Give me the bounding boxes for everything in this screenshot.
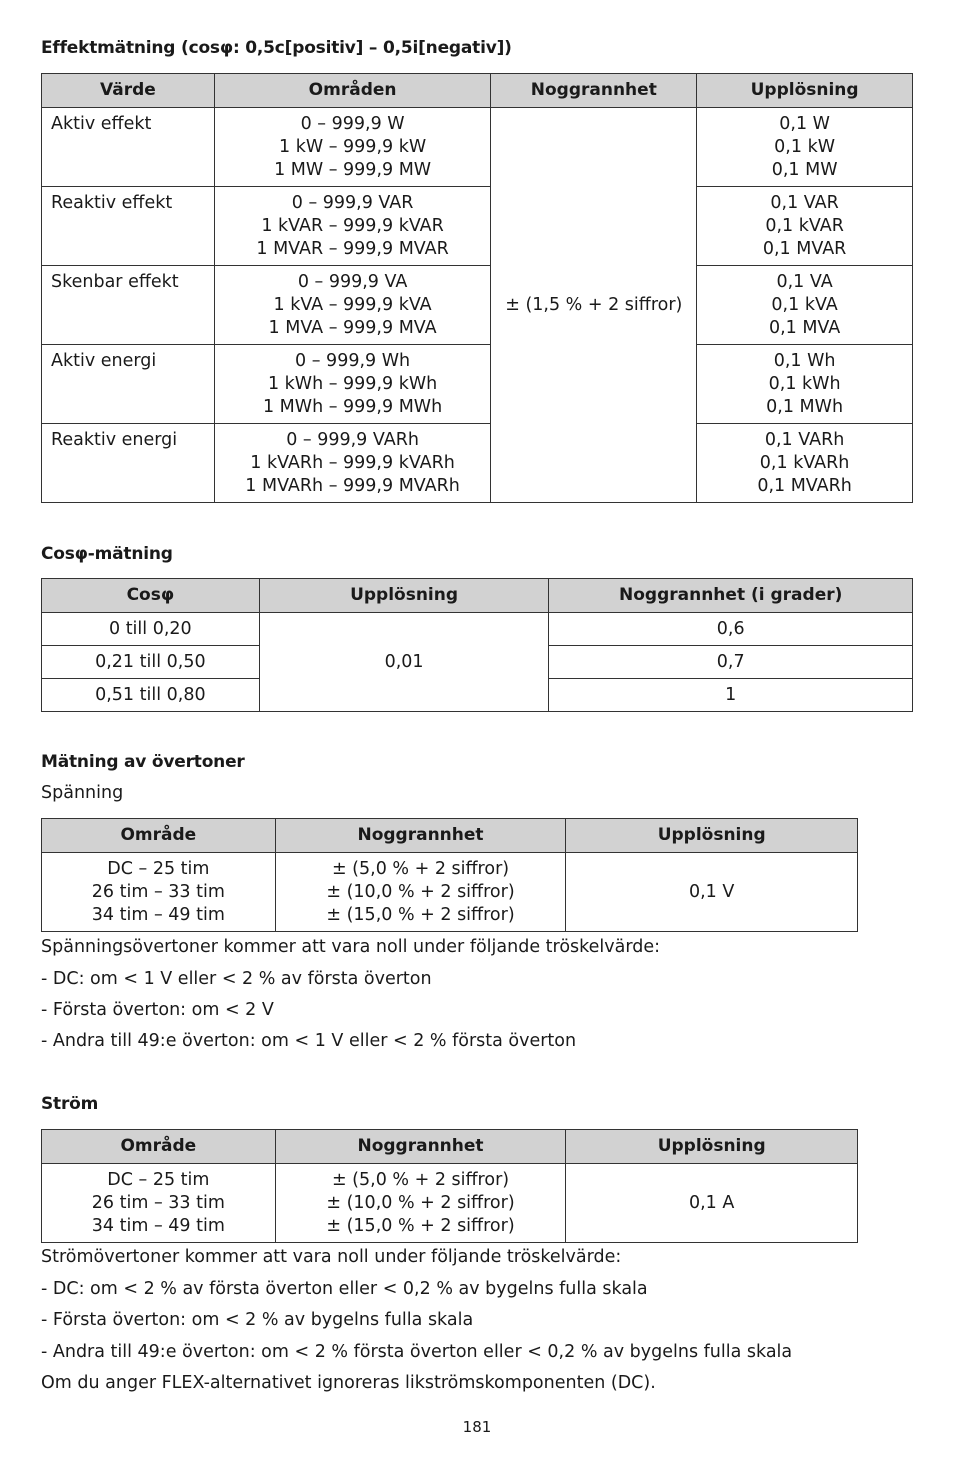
current-harmonics-table bbox=[41, 1129, 858, 1243]
cosphi-header-row bbox=[42, 579, 913, 613]
resolution-line: 0,1 kVAR bbox=[765, 216, 844, 236]
accuracy-line: ± (10,0 % + 2 siffror) bbox=[326, 1193, 515, 1213]
table-row bbox=[42, 424, 913, 503]
resolution-line: 0,1 MVA bbox=[768, 318, 841, 338]
current-note: - DC: om < 2 % av första överton eller < 0,2 % av bygelns fulla skala bbox=[41, 1279, 648, 1299]
row-label: Reaktiv energi bbox=[42, 424, 215, 503]
page-number: 181 bbox=[462, 1418, 492, 1436]
cosphi-table bbox=[41, 578, 913, 712]
resolution-line: 0,1 kVA bbox=[771, 295, 838, 315]
accuracy-line: ± (15,0 % + 2 siffror) bbox=[326, 1216, 515, 1236]
voltage-resolution: 0,1 V bbox=[566, 853, 858, 932]
row-ranges bbox=[214, 108, 491, 187]
effekt-col-upplosning: Upplösning bbox=[697, 74, 913, 108]
range-line: 0 – 999,9 VARh bbox=[286, 430, 419, 450]
row-ranges bbox=[214, 187, 491, 266]
range-line: 1 kVAR – 999,9 kVAR bbox=[261, 216, 444, 236]
resolution-line: 0,1 MWh bbox=[766, 397, 844, 417]
current-note: Om du anger FLEX-alternativet ignoreras likströmskomponenten (DC). bbox=[41, 1373, 656, 1393]
voltage-col-upplosning: Upplösning bbox=[566, 819, 858, 853]
cosphi-col-cosphi: Cosφ bbox=[42, 579, 260, 613]
cosphi-accuracy: 1 bbox=[549, 679, 913, 712]
current-header-row bbox=[42, 1130, 858, 1164]
resolution-line: 0,1 MVARh bbox=[757, 476, 852, 496]
strom-heading: Ström bbox=[41, 1094, 99, 1114]
row-resolution bbox=[697, 424, 913, 503]
resolution-line: 0,1 W bbox=[779, 114, 830, 134]
current-note: - Andra till 49:e överton: om < 2 % första överton eller < 0,2 % av bygelns fulla skala bbox=[41, 1342, 793, 1362]
row-label: Aktiv effekt bbox=[42, 108, 215, 187]
resolution-line: 0,1 Wh bbox=[773, 351, 836, 371]
voltage-col-omrade: Område bbox=[42, 819, 276, 853]
current-accuracy bbox=[275, 1164, 566, 1243]
range-line: 1 MW – 999,9 MW bbox=[274, 160, 432, 180]
cosphi-col-noggrannhet: Noggrannhet (i grader) bbox=[549, 579, 913, 613]
current-col-omrade: Område bbox=[42, 1130, 276, 1164]
voltage-note: - DC: om < 1 V eller < 2 % av första överton bbox=[41, 969, 432, 989]
voltage-accuracy bbox=[275, 853, 566, 932]
range-line: 1 kVA – 999,9 kVA bbox=[273, 295, 432, 315]
voltage-note: - Andra till 49:e överton: om < 1 V eller < 2 % första överton bbox=[41, 1031, 577, 1051]
cosphi-range: 0,21 till 0,50 bbox=[42, 646, 260, 679]
range-line: 34 tim – 49 tim bbox=[91, 905, 225, 925]
effekt-col-varde: Värde bbox=[42, 74, 215, 108]
table-row bbox=[42, 345, 913, 424]
voltage-col-noggrannhet: Noggrannhet bbox=[275, 819, 566, 853]
resolution-line: 0,1 kVARh bbox=[759, 453, 850, 473]
current-ranges bbox=[42, 1164, 276, 1243]
row-ranges bbox=[214, 345, 491, 424]
range-line: 1 MVA – 999,9 MVA bbox=[268, 318, 437, 338]
resolution-line: 0,1 MW bbox=[771, 160, 838, 180]
resolution-line: 0,1 kWh bbox=[768, 374, 841, 394]
voltage-note: - Första överton: om < 2 V bbox=[41, 1000, 274, 1020]
effekt-header-row bbox=[42, 74, 913, 108]
range-line: 0 – 999,9 Wh bbox=[295, 351, 411, 371]
current-col-upplosning: Upplösning bbox=[566, 1130, 858, 1164]
row-ranges bbox=[214, 266, 491, 345]
cosphi-resolution: 0,01 bbox=[259, 613, 549, 712]
row-ranges bbox=[214, 424, 491, 503]
range-line: 1 MVAR – 999,9 MVAR bbox=[256, 239, 449, 259]
table-row bbox=[42, 613, 913, 646]
range-line: 0 – 999,9 VAR bbox=[291, 193, 414, 213]
range-line: 0 – 999,9 VA bbox=[297, 272, 408, 292]
accuracy-line: ± (15,0 % + 2 siffror) bbox=[326, 905, 515, 925]
overtoner-heading: Mätning av övertoner bbox=[41, 752, 245, 772]
row-resolution bbox=[697, 345, 913, 424]
range-line: 1 MWh – 999,9 MWh bbox=[262, 397, 443, 417]
row-label: Skenbar effekt bbox=[42, 266, 215, 345]
current-note: Strömövertoner kommer att vara noll under följande tröskelvärde: bbox=[41, 1247, 622, 1267]
cosphi-range: 0 till 0,20 bbox=[42, 613, 260, 646]
voltage-subheading: Spänning bbox=[41, 783, 124, 803]
accuracy-line: ± (5,0 % + 2 siffror) bbox=[331, 1170, 510, 1190]
effekt-heading: Effektmätning (cosφ: 0,5c[positiv] – 0,5i[negativ]) bbox=[41, 38, 512, 58]
current-resolution: 0,1 A bbox=[566, 1164, 858, 1243]
range-line: 1 kVARh – 999,9 kVARh bbox=[250, 453, 455, 473]
resolution-line: 0,1 MVAR bbox=[762, 239, 847, 259]
row-resolution bbox=[697, 108, 913, 187]
resolution-line: 0,1 VARh bbox=[764, 430, 845, 450]
cosphi-range: 0,51 till 0,80 bbox=[42, 679, 260, 712]
row-resolution bbox=[697, 187, 913, 266]
range-line: 26 tim – 33 tim bbox=[91, 1193, 225, 1213]
cosphi-accuracy: 0,6 bbox=[549, 613, 913, 646]
range-line: 1 kW – 999,9 kW bbox=[279, 137, 427, 157]
resolution-line: 0,1 VA bbox=[776, 272, 833, 292]
effekt-col-omraden: Områden bbox=[214, 74, 491, 108]
accuracy-line: ± (5,0 % + 2 siffror) bbox=[331, 859, 510, 879]
range-line: 34 tim – 49 tim bbox=[91, 1216, 225, 1236]
row-label: Reaktiv effekt bbox=[42, 187, 215, 266]
voltage-ranges bbox=[42, 853, 276, 932]
resolution-line: 0,1 VAR bbox=[770, 193, 839, 213]
cosphi-heading: Cosφ-mätning bbox=[41, 544, 173, 564]
voltage-harmonics-table bbox=[41, 818, 858, 932]
range-line: 1 MVARh – 999,9 MVARh bbox=[245, 476, 460, 496]
row-resolution bbox=[697, 266, 913, 345]
cosphi-col-upplosning: Upplösning bbox=[259, 579, 549, 613]
table-row bbox=[42, 853, 858, 932]
current-note: - Första överton: om < 2 % av bygelns fulla skala bbox=[41, 1310, 474, 1330]
cosphi-accuracy: 0,7 bbox=[549, 646, 913, 679]
table-row bbox=[42, 187, 913, 266]
accuracy-line: ± (10,0 % + 2 siffror) bbox=[326, 882, 515, 902]
resolution-line: 0,1 kW bbox=[774, 137, 836, 157]
range-line: DC – 25 tim bbox=[107, 859, 210, 879]
table-row bbox=[42, 266, 913, 345]
effekt-accuracy: ± (1,5 % + 2 siffror) bbox=[491, 108, 697, 503]
range-line: 26 tim – 33 tim bbox=[91, 882, 225, 902]
row-label: Aktiv energi bbox=[42, 345, 215, 424]
current-col-noggrannhet: Noggrannhet bbox=[275, 1130, 566, 1164]
voltage-note: Spänningsövertoner kommer att vara noll under följande tröskelvärde: bbox=[41, 937, 661, 957]
voltage-header-row bbox=[42, 819, 858, 853]
table-row bbox=[42, 1164, 858, 1243]
range-line: 0 – 999,9 W bbox=[300, 114, 405, 134]
table-row bbox=[42, 108, 913, 187]
effekt-col-noggrannhet: Noggrannhet bbox=[491, 74, 697, 108]
range-line: 1 kWh – 999,9 kWh bbox=[267, 374, 438, 394]
range-line: DC – 25 tim bbox=[107, 1170, 210, 1190]
effekt-table bbox=[41, 73, 913, 503]
